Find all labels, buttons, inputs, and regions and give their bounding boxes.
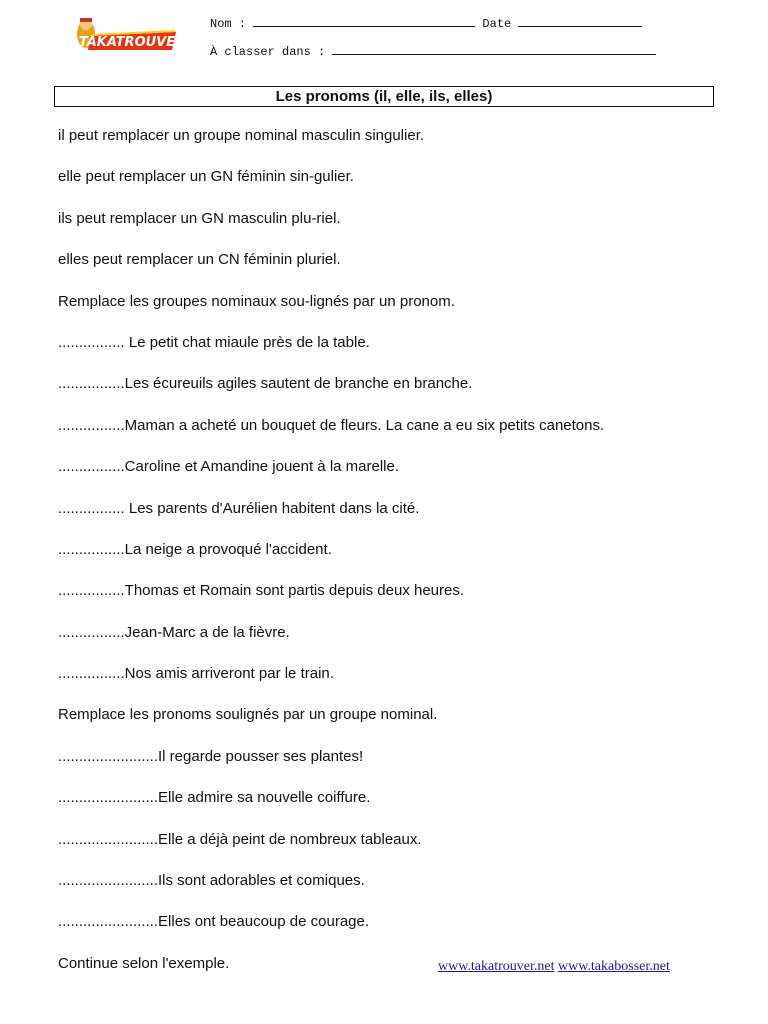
- rule-elle: elle peut remplacer un GN féminin sin-gulier.: [58, 168, 354, 186]
- rule-ils: ils peut remplacer un GN masculin plu-riel.: [58, 209, 341, 227]
- takatrouver-logo: [72, 14, 178, 54]
- classer-label: À classer dans :: [210, 45, 326, 59]
- footer-links: [438, 959, 670, 975]
- takabosser-link[interactable]: www.takabosser.net: [558, 959, 670, 974]
- svg-text:TAKATROUVER: TAKATROUVER: [78, 35, 178, 50]
- worksheet-body: [58, 126, 748, 995]
- exercise-1-item: ................Caroline et Amandine jouent à la marelle.: [58, 458, 400, 476]
- exercise-2-item: ........................Elle a déjà peint de nombreux tableaux.: [58, 830, 422, 848]
- nom-field[interactable]: [253, 14, 475, 27]
- worksheet-title: Les pronoms (il, elle, ils, elles): [54, 86, 714, 107]
- date-label: Date: [482, 17, 512, 31]
- exercise-1-item: ................Thomas et Romain sont partis depuis deux heures.: [58, 582, 465, 600]
- rule-il: il peut remplacer un groupe nominal masculin singulier.: [58, 127, 425, 144]
- exercise-2-item: ........................Elle admire sa nouvelle coiffure.: [58, 789, 371, 807]
- takatrouver-link[interactable]: www.takatrouver.net: [438, 959, 555, 974]
- exercise-1-item: ................ Le petit chat miaule près de la table.: [58, 333, 370, 351]
- exercise-1-item: ................ Les parents d'Aurélien habitent dans la cité.: [58, 499, 420, 517]
- instruction-1: Remplace les groupes nominaux sou-lignés par un pronom.: [58, 292, 455, 310]
- exercise-1-item: ................Jean-Marc a de la fièvre.: [58, 623, 290, 641]
- header-name-date-row: [210, 14, 642, 31]
- exercise-1-item: ................Nos amis arriveront par le train.: [58, 665, 334, 683]
- exercise-2-item: ........................Ils sont adorables et comiques.: [58, 872, 365, 890]
- exercise-1-item: ................La neige a provoqué l'accident.: [58, 540, 332, 558]
- exercise-2-item: ........................Il regarde pousser ses plantes!: [58, 747, 364, 765]
- date-field[interactable]: [518, 14, 642, 27]
- classer-field[interactable]: [332, 42, 656, 55]
- rule-elles: elles peut remplacer un CN féminin pluriel.: [58, 251, 341, 269]
- header-classer-row: [210, 42, 656, 59]
- instruction-2: Remplace les pronoms soulignés par un groupe nominal.: [58, 706, 438, 724]
- exercise-1-item: ................Maman a acheté un bouquet de fleurs. La cane a eu six petits canetons.: [58, 416, 605, 434]
- instruction-3: Continue selon l'exemple.: [58, 954, 230, 972]
- exercise-2-item: ........................Elles ont beaucoup de courage.: [58, 913, 370, 931]
- nom-label: Nom :: [210, 17, 247, 31]
- exercise-1-item: ................Les écureuils agiles sautent de branche en branche.: [58, 375, 473, 393]
